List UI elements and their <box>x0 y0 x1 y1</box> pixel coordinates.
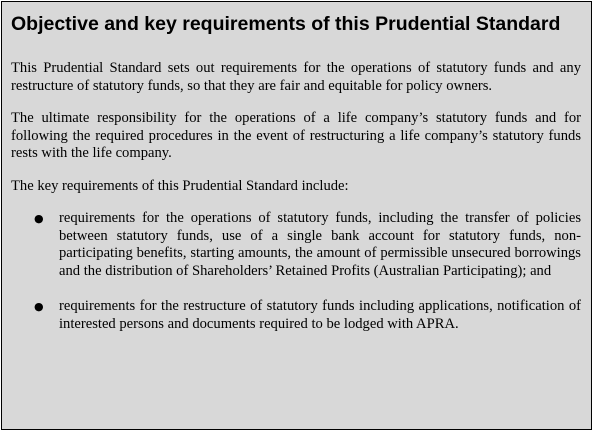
paragraph-key-requirements-intro: The key requirements of this Prudential Standard include: <box>11 177 349 194</box>
bullet-icon: ● <box>34 300 44 313</box>
list-item-text: requirements for the restructure of statutory funds including applications, notification of interested persons and documents required to be lodged with APRA. <box>59 298 581 332</box>
paragraph-purpose: This Prudential Standard sets out requirements for the operations of statutory funds and any restructure of statutory funds, so that they are fair and equitable for policy owners. <box>11 60 581 94</box>
list-item <box>11 298 581 333</box>
list-item-text: requirements for the operations of statutory funds, including the transfer of policies between statutory funds, use of a single bank account for statutory funds, non-participating benefits, starting amounts, the amount of permissible unsecured borrowings and the distribution of Shareholders’ Retained Profits (Australian Participating); and <box>59 210 581 279</box>
list-item <box>11 210 581 280</box>
paragraph-responsibility: The ultimate responsibility for the operations of a life company’s statutory funds and for following the required procedures in the event of restructuring a life company’s statutory funds rests with the life company. <box>11 110 581 161</box>
objective-box <box>1 1 592 430</box>
key-requirements-list <box>11 210 581 333</box>
section-heading: Objective and key requirements of this Prudential Standard <box>11 13 561 35</box>
bullet-icon: ● <box>34 212 44 225</box>
